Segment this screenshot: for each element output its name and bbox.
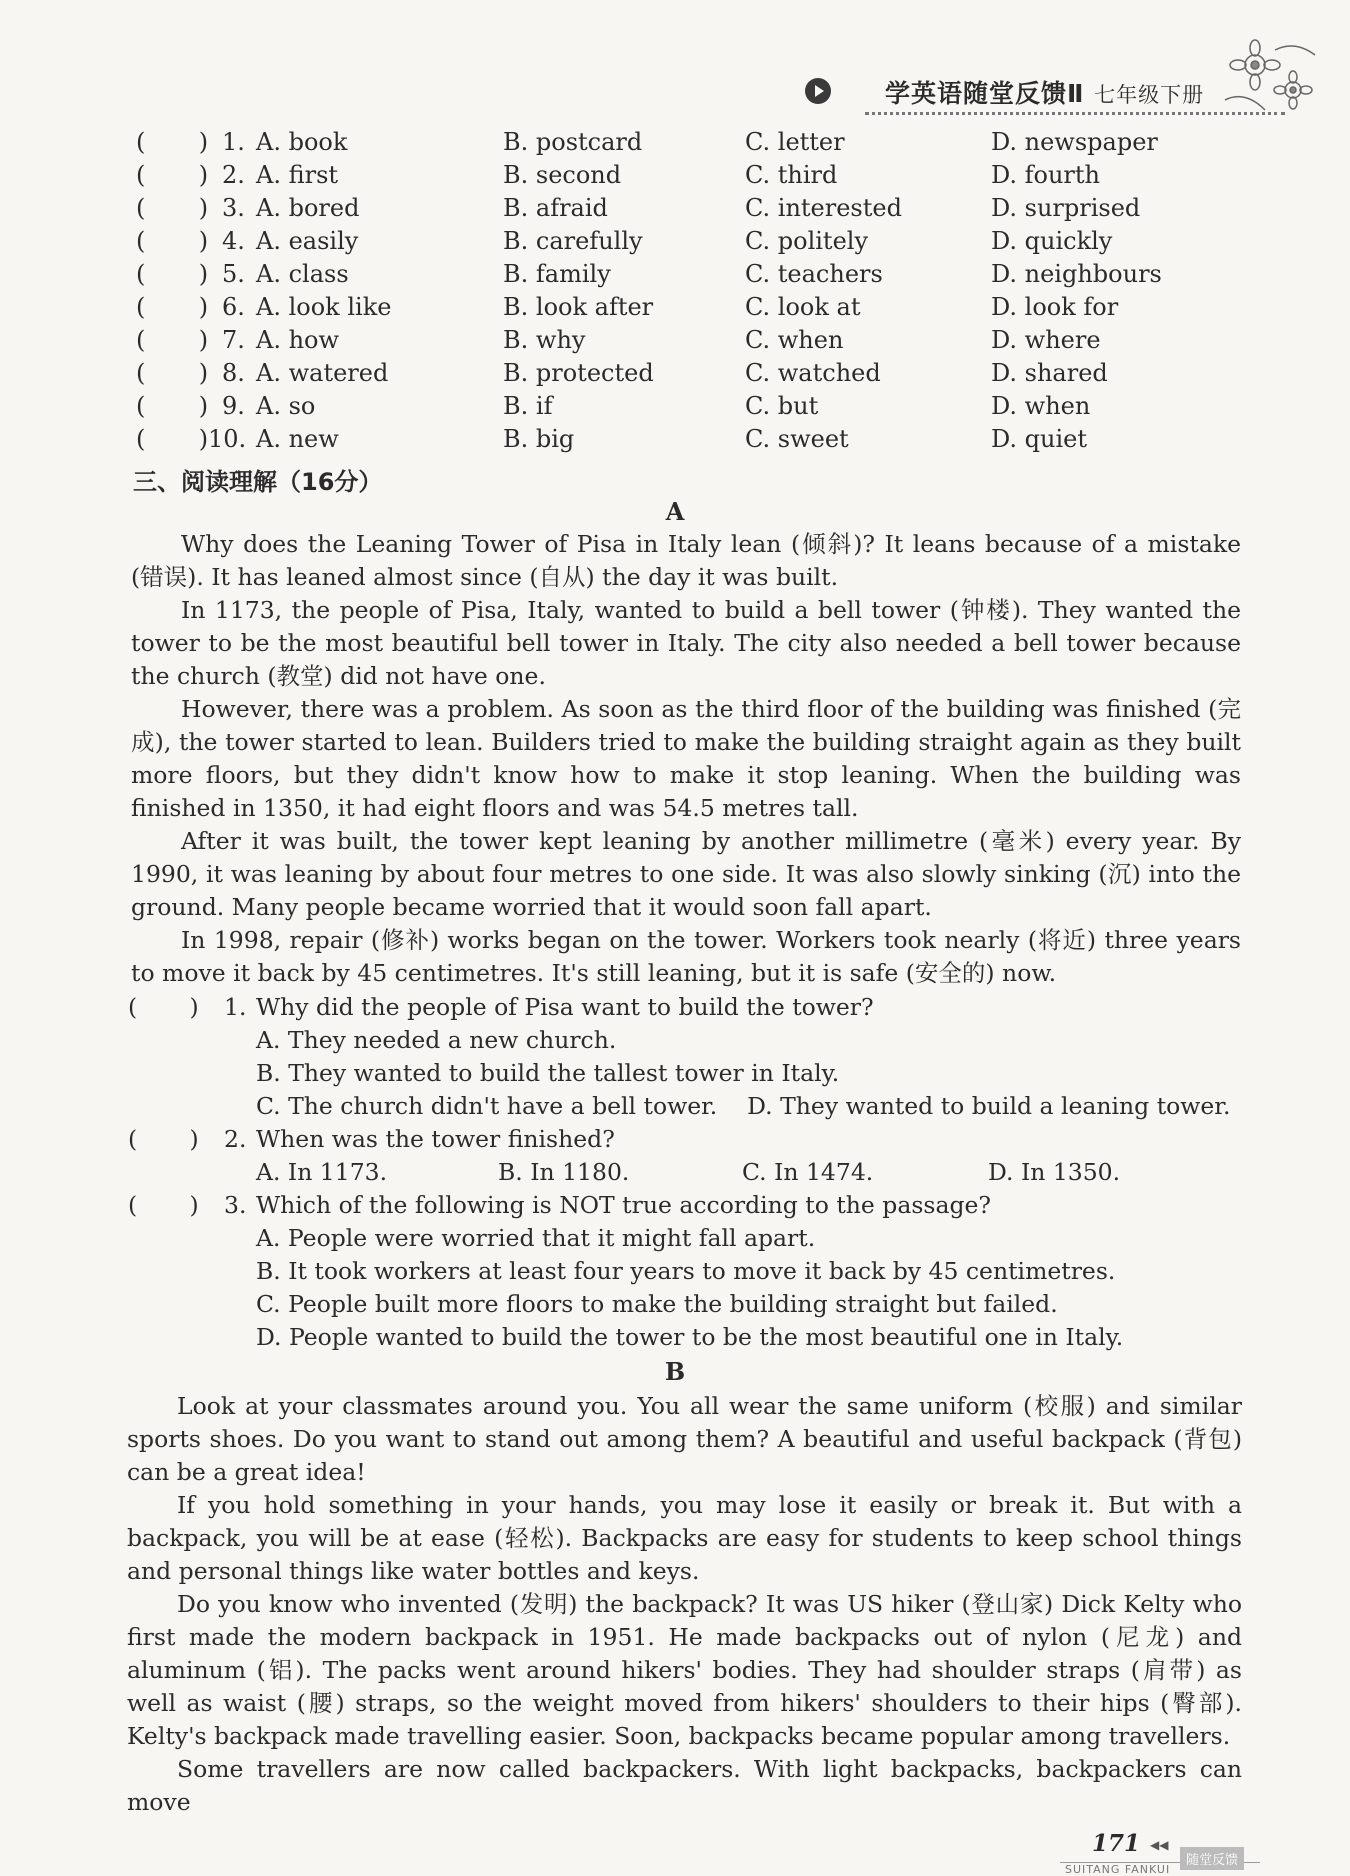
answer-blank[interactable]: ( ) [136, 128, 209, 156]
question-text: When was the tower finished? [256, 1125, 615, 1153]
answer-blank[interactable]: ( ) [136, 392, 209, 420]
choice-number: 6. [222, 293, 245, 321]
option-b: B. afraid [503, 194, 608, 222]
option-a: A. easily [256, 227, 359, 255]
answer-blank[interactable]: ( ) [136, 161, 209, 189]
option-d: D. surprised [991, 194, 1141, 222]
choice-row [128, 260, 1248, 293]
question-number: 1. [224, 993, 247, 1021]
choice-number: 1. [222, 128, 245, 156]
option-b: B. if [503, 392, 553, 420]
answer-blank[interactable]: ( ) [136, 425, 209, 453]
paragraph: Look at your classmates around you. You all wear the same uniform (校服) and similar sports shoes. Do you want to stand out among them? A beautiful and useful backpack (背包) can be a great idea! [127, 1392, 1242, 1486]
option-d: D. quiet [991, 425, 1087, 453]
option-d: D. newspaper [991, 128, 1158, 156]
question-text: Which of the following is NOT true according to the passage? [256, 1191, 992, 1219]
option: C. The church didn't have a bell tower. D. They wanted to build a leaning tower. [256, 1092, 1231, 1120]
option-a: A. so [256, 392, 316, 420]
answer-blank[interactable]: ( ) [136, 227, 209, 255]
option-a: A. first [256, 161, 339, 189]
paragraph: If you hold something in your hands, you may lose it easily or break it. But with a backpack, you will be at ease (轻松). Backpacks are easy for students to keep school things and personal things like water bottles and keys. [127, 1491, 1242, 1585]
choice-row [128, 227, 1248, 260]
option-c: C. politely [745, 227, 869, 255]
choice-row [128, 161, 1248, 194]
answer-blank[interactable]: ( ) [128, 1191, 199, 1219]
option-a: A. bored [256, 194, 360, 222]
choice-number: 5. [222, 260, 245, 288]
option-a: A. look like [256, 293, 392, 321]
passage-a-questions [128, 993, 1248, 1356]
option-b: B. big [503, 425, 575, 453]
answer-blank[interactable]: ( ) [128, 1125, 199, 1153]
option-c: C. sweet [745, 425, 849, 453]
option-d: D. shared [991, 359, 1108, 387]
question-2 [128, 1125, 1248, 1158]
footer-badge: 随堂反馈 [1180, 1847, 1244, 1870]
option-line [128, 1092, 1248, 1125]
question-text: Why did the people of Pisa want to build the tower? [256, 993, 874, 1021]
choice-number: 8. [222, 359, 245, 387]
option-b: B. postcard [503, 128, 643, 156]
answer-blank[interactable]: ( ) [136, 260, 209, 288]
choice-row [128, 392, 1248, 425]
paragraph: Why does the Leaning Tower of Pisa in Italy lean (倾斜)? It leans because of a mistake (错误). It has leaned almost since (自从) the day it was built. [131, 530, 1241, 591]
option-b: B. carefully [503, 227, 643, 255]
choice-number: 9. [222, 392, 245, 420]
answer-blank[interactable]: ( ) [136, 359, 209, 387]
option-b: B. look after [503, 293, 654, 321]
option-d: D. quickly [991, 227, 1113, 255]
footer-brand: SUITANG FANKUI [1065, 1863, 1171, 1876]
header-subtitle: 七年级下册 [1094, 83, 1205, 107]
option-line [128, 1059, 1248, 1092]
answer-blank[interactable]: ( ) [136, 293, 209, 321]
choice-row [128, 326, 1248, 359]
option-line [128, 1026, 1248, 1059]
option-a: A. class [256, 260, 349, 288]
option: B. They wanted to build the tallest tower in Italy. [256, 1059, 840, 1087]
option: B. It took workers at least four years to move it back by 45 centimetres. [256, 1257, 1116, 1285]
paragraph: Some travellers are now called backpackers. With light backpacks, backpackers can move [127, 1755, 1242, 1816]
flower-decoration-icon [1215, 30, 1325, 130]
choice-row [128, 293, 1248, 326]
choice-number: 10. [208, 425, 247, 453]
option-b: B. In 1180. [498, 1158, 630, 1186]
option-d: D. look for [991, 293, 1119, 321]
option-line [128, 1257, 1248, 1290]
option-c: C. letter [745, 128, 845, 156]
paragraph: In 1998, repair (修补) works began on the tower. Workers took nearly (将近) three years to move it back by 45 centimetres. It's still leaning, but it is safe (安全的) now. [131, 926, 1241, 987]
option-d: D. In 1350. [988, 1158, 1121, 1186]
answer-blank[interactable]: ( ) [128, 993, 199, 1021]
option-a: A. new [256, 425, 339, 453]
paragraph: However, there was a problem. As soon as the third floor of the building was finished (完成), the tower started to lean. Builders tried to make the building straight again as they built more floors, but they didn't know how to make it stop leaning. When the building was finished in 1350, it had eight floors and was 54.5 metres tall. [131, 695, 1241, 822]
option-line [128, 1290, 1248, 1323]
section-title: 三、阅读理解（16分） [133, 468, 383, 496]
answer-blank[interactable]: ( ) [136, 326, 209, 354]
passage-a-heading: A [665, 497, 685, 526]
option-d: D. when [991, 392, 1091, 420]
option-line [128, 1158, 1248, 1191]
option-line [128, 1323, 1248, 1356]
question-number: 3. [224, 1191, 247, 1219]
option-a: A. In 1173. [256, 1158, 388, 1186]
option-a: A. book [256, 128, 348, 156]
option: D. People wanted to build the tower to be the most beautiful one in Italy. [256, 1323, 1124, 1351]
option-c: C. look at [745, 293, 861, 321]
option-c: C. interested [745, 194, 902, 222]
choice-row [128, 359, 1248, 392]
choice-row [128, 425, 1248, 458]
option-d: D. neighbours [991, 260, 1162, 288]
option-b: B. protected [503, 359, 654, 387]
option-b: B. second [503, 161, 622, 189]
option-d: D. fourth [991, 161, 1101, 189]
choice-number: 4. [222, 227, 245, 255]
choice-number: 2. [222, 161, 245, 189]
passage-b-text [127, 1390, 1242, 1819]
option-c: C. teachers [745, 260, 883, 288]
option-a: A. how [256, 326, 340, 354]
question-number: 2. [224, 1125, 247, 1153]
option: A. They needed a new church. [256, 1026, 617, 1054]
choice-number: 7. [222, 326, 245, 354]
choice-row [128, 128, 1248, 161]
question-1 [128, 993, 1248, 1026]
header-title [885, 74, 1204, 110]
option-a: A. watered [256, 359, 389, 387]
option-c: C. when [745, 326, 844, 354]
paragraph: After it was built, the tower kept leaning by another millimetre (毫米) every year. By 1990, it was leaning by about four metres to one side. It was also slowly sinking (沉) into the ground. Many people became worried that it would soon fall apart. [131, 827, 1241, 921]
option: A. People were worried that it might fall apart. [256, 1224, 816, 1252]
option-c: C. third [745, 161, 838, 189]
double-arrow-left-icon: ◀◀ [1150, 1838, 1169, 1852]
option: C. People built more floors to make the building straight but failed. [256, 1290, 1058, 1318]
choice-number: 3. [222, 194, 245, 222]
paragraph: In 1173, the people of Pisa, Italy, wanted to build a bell tower (钟楼). They wanted the tower to be the most beautiful bell tower in Italy. The city also needed a bell tower because the church (教堂) did not have one. [131, 596, 1241, 690]
passage-b-heading: B [664, 1357, 686, 1386]
option-b: B. why [503, 326, 586, 354]
page-header [805, 70, 1275, 120]
option-c: C. watched [745, 359, 881, 387]
cloze-options [128, 128, 1248, 458]
play-icon [805, 78, 831, 104]
question-3 [128, 1191, 1248, 1224]
option-c: C. but [745, 392, 819, 420]
page-number: 171 [1092, 1830, 1141, 1857]
choice-row [128, 194, 1248, 227]
option-c: C. In 1474. [742, 1158, 874, 1186]
header-title-main: 学英语随堂反馈Ⅱ [885, 79, 1085, 108]
passage-a-text [131, 528, 1241, 990]
answer-blank[interactable]: ( ) [136, 194, 209, 222]
option-line [128, 1224, 1248, 1257]
paragraph: Do you know who invented (发明) the backpack? It was US hiker (登山家) Dick Kelty who first made the modern backpack in 1951. He made backpacks out of nylon (尼龙) and aluminum (铝). The packs went around hikers' bodies. They had shoulder straps (肩带) as well as waist (腰) straps, so the weight moved from hikers' shoulders to their hips (臀部). Kelty's backpack made travelling easier. Soon, backpacks became popular among travellers. [127, 1590, 1242, 1750]
option-d: D. where [991, 326, 1101, 354]
option-b: B. family [503, 260, 611, 288]
